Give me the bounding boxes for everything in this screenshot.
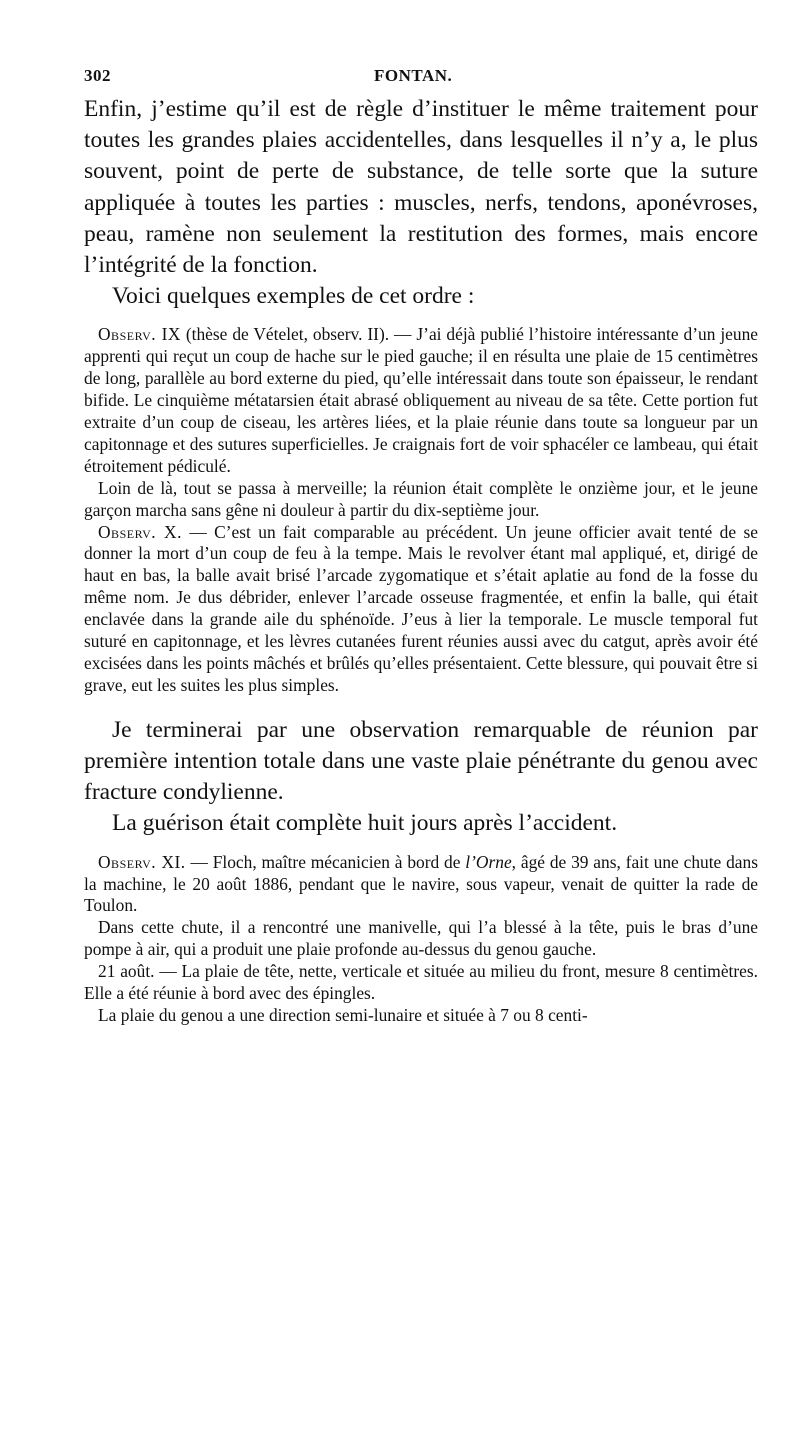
running-head xyxy=(84,66,758,90)
paragraph-conclusion: Enfin, j’estime qu’il est de règle d’instituer le même traitement pour toutes les grandes plaies accidentelles, dans lesquelles il n’y a, le plus souvent, point de perte de substance, de telle sorte que la suture appliquée à toutes les parties : muscles, nerfs, tendons, aponévroses, peau, ramène non seulement la restitution des formes, mais encore l’intégrité de la fonction. xyxy=(84,96,758,279)
observation-11-text-before: — Floch, maître mécanicien à bord de xyxy=(185,851,466,872)
observation-11-text-after: , âgé de 39 ans, fait une chute dans la machine, le 20 août 1886, pendant que le navire, sous vapeur, venait de quitter la rade de Toulon. xyxy=(84,851,758,916)
observation-10 xyxy=(84,522,758,697)
paragraph-final-observation-intro: Je terminerai par une observation remarquable de réunion par première intention totale dans une vaste plaie pénétrante du genou avec fracture condylienne. xyxy=(84,716,758,806)
page xyxy=(84,66,758,1027)
observation-10-text: — C’est un fait comparable au précédent. Un jeune officier avait tenté de se donner la mort d’un coup de feu à la tempe. Mais le revolver étant mal appliqué, et, dirigé de haut en bas, la balle avait brisé l’arcade zygomatique et s’était aplatie au fond de la fosse du même nom. Je dus débrider, enlever l’arcade osseuse fragmentée, et enfin la balle, qui était enclavée dans la grande aile du sphénoïde. J’eus à lier la temporale. Le muscle temporal fut suturé en capitonnage, et les lèvres cutanées furent réunies aussi avec du catgut, après avoir été excisées dans les points mâchés et brûlés qu’elles présentaient. Cette blessure, qui pouvait être si grave, eut les suites les plus simples. xyxy=(84,521,758,695)
running-title: FONTAN. xyxy=(374,66,453,85)
paragraph-examples-intro: Voici quelques exemples de cet ordre : xyxy=(112,283,475,310)
observation-9-label: Observ. IX xyxy=(98,324,181,345)
main-text-block-2 xyxy=(84,715,758,840)
observation-11-fall: Dans cette chute, il a rencontré une manivelle, qui l’a blessé à la tête, puis le bras d’une pompe à air, qui a produit une plaie profonde au-dessus du genou gauche. xyxy=(84,917,758,960)
observation-9-continuation: Loin de là, tout se passa à merveille; la réunion était complète le onzième jour, et le jeune garçon marcha sans gêne ni douleur à partir du dix-septième jour. xyxy=(84,477,758,520)
observation-block-2 xyxy=(84,852,758,1027)
main-text-block xyxy=(84,94,758,312)
paragraph-healing-statement: La guérison était complète huit jours après l’accident. xyxy=(112,810,618,837)
observation-9-text: (thèse de Vételet, observ. II). — J’ai déjà publié l’histoire intéressante d’un jeune apprenti qui reçut un coup de hache sur le pied gauche; il en résulta une plaie de 15 centimètres de long, parallèle au bord externe du pied, qu’elle intéressait dans toute son épaisseur, le rendant bifide. Le cinquième métatarsien était abrasé obliquement au niveau de sa tête. Cette portion fut extraite d’un coup de ciseau, les artères liées, et la plaie réunie dans toute sa longueur par un capitonnage et des sutures superficielles. Je craignais fort de voir sphacéler ce lambeau, qui était étroitement pédiculé. xyxy=(84,324,758,476)
observation-11-label: Observ. XI. xyxy=(98,851,186,872)
observation-11 xyxy=(84,852,758,918)
observation-11-knee-wound: La plaie du genou a une direction semi-lunaire et située à 7 ou 8 centi- xyxy=(98,1004,588,1025)
observation-10-label: Observ. X. xyxy=(98,521,182,542)
observation-9 xyxy=(84,324,758,477)
ship-name: l’Orne xyxy=(465,851,512,872)
observation-block-1 xyxy=(84,324,758,696)
observation-11-august-21: 21 août. — La plaie de tête, nette, verticale et située au milieu du front, mesure 8 centimètres. Elle a été réunie à bord avec des épingles. xyxy=(84,961,758,1004)
page-number: 302 xyxy=(84,66,111,85)
